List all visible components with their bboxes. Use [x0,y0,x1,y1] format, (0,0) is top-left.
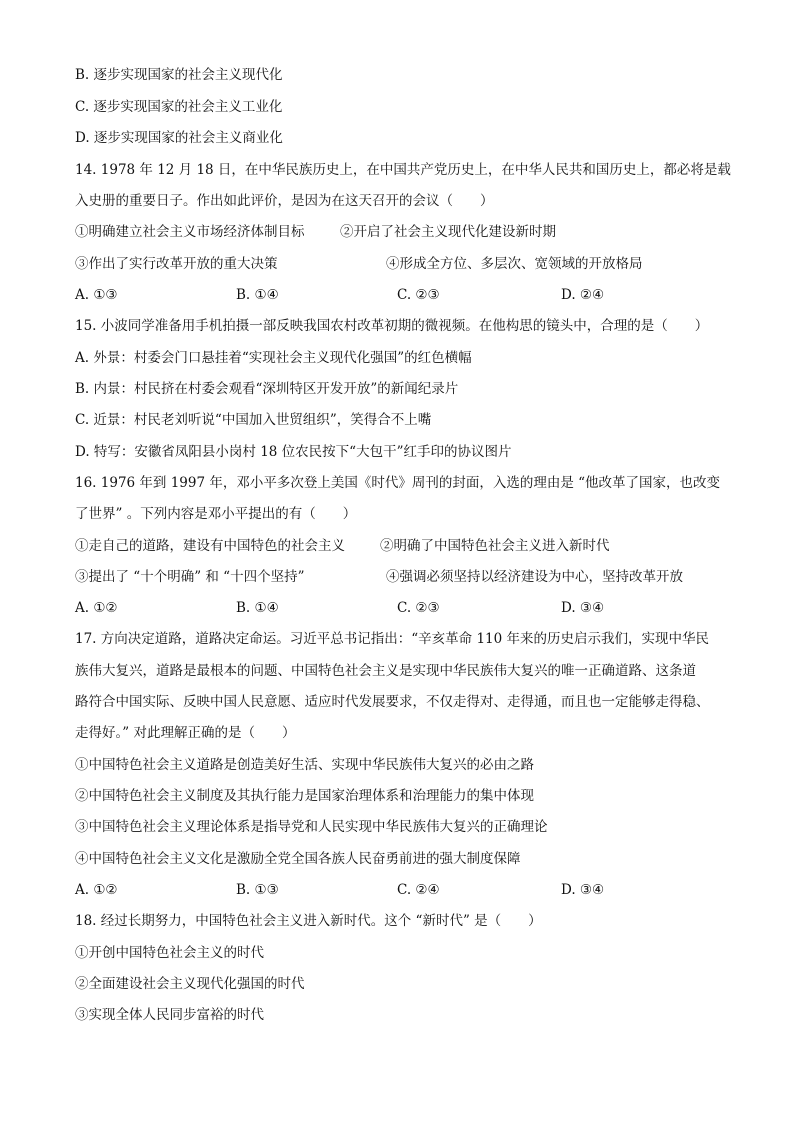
q14-choice-c: C. ②③ [397,287,440,303]
q13-option-c: C. 逐步实现国家的社会主义工业化 [75,99,283,115]
q17-stem-line4: 走得好。” 对此理解正确的是（ ） [75,725,296,741]
q14-choice-a: A. ①③ [75,287,118,303]
q17-stem-line3: 路符合中国实际、反映中国人民意愿、适应时代发展要求，不仅走得对、走得通，而且也一定能够走得稳、 [75,694,710,710]
q16-choice-c: C. ②③ [397,600,440,616]
q16-choice-b: B. ①④ [236,600,279,616]
q15-option-a: A. 外景：村委会门口悬挂着“实现社会主义现代化强国”的红色横幅 [75,350,472,366]
q17-stem-line2: 族伟大复兴，道路是最根本的问题、中国特色社会主义是实现中华民族伟大复兴的唯一正确道路、这条道 [75,663,696,679]
q16-item-2: ②明确了中国特色社会主义进入新时代 [380,538,610,554]
q16-item-4: ④强调必须坚持以经济建设为中心，坚持改革开放 [386,569,683,585]
q17-choice-b: B. ①③ [236,882,279,898]
q16-choice-a: A. ①② [75,600,118,616]
q17-choice-c: C. ②④ [397,882,440,898]
q17-item-3: ③中国特色社会主义理论体系是指导党和人民实现中华民族伟大复兴的正确理论 [75,819,548,835]
q17-item-2: ②中国特色社会主义制度及其执行能力是国家治理体系和治理能力的集中体现 [75,788,534,804]
q15-option-d: D. 特写：安徽省凤阳县小岗村 18 位农民按下“大包干”红手印的协议图片 [75,444,512,460]
q17-stem-line1: 17. 方向决定道路，道路决定命运。习近平总书记指出：“辛亥革命 110 年来的历史启示我们，实现中华民 [75,631,710,647]
q14-item-4: ④形成全方位、多层次、宽领域的开放格局 [386,256,643,272]
q14-item-1: ①明确建立社会主义市场经济体制目标 [75,224,305,240]
q14-item-2: ②开启了社会主义现代化建设新时期 [340,224,556,240]
q18-item-3: ③实现全体人民同步富裕的时代 [75,1007,264,1023]
q14-stem-line2: 入史册的重要日子。作出如此评价，是因为在这天召开的会议（ ） [75,193,494,209]
q15-stem: 15. 小波同学准备用手机拍摄一部反映我国农村改革初期的微视频。在他构思的镜头中，合理的是（ ） [75,318,709,334]
q16-items-row2 [75,567,725,587]
q16-items-row1 [75,536,725,556]
q14-stem-line1: 14. 1978 年 12 月 18 日，在中华民族历史上，在中国共产党历史上，在中华人民共和国历史上，都必将是载 [75,162,731,178]
q18-item-1: ①开创中国特色社会主义的时代 [75,945,264,961]
q13-option-b: B. 逐步实现国家的社会主义现代化 [75,67,283,83]
q17-item-4: ④中国特色社会主义文化是激励全党全国各族人民奋勇前进的强大制度保障 [75,851,521,867]
q17-item-1: ①中国特色社会主义道路是创造美好生活、实现中华民族伟大复兴的必由之路 [75,757,534,773]
q15-option-c: C. 近景：村民老刘听说“中国加入世贸组织”，笑得合不上嘴 [75,412,432,428]
q18-item-2: ②全面建设社会主义现代化强国的时代 [75,976,305,992]
q16-choices [75,598,725,618]
q16-choice-d: D. ③④ [561,600,605,616]
q14-items-row2 [75,254,725,274]
q14-choice-d: D. ②④ [561,287,605,303]
q14-choice-b: B. ①④ [236,287,279,303]
q14-item-3: ③作出了实行改革开放的重大决策 [75,256,278,272]
q13-option-d: D. 逐步实现国家的社会主义商业化 [75,130,283,146]
q14-choices [75,285,725,305]
q17-choice-a: A. ①② [75,882,118,898]
q17-choice-d: D. ③④ [561,882,605,898]
q18-stem: 18. 经过长期努力，中国特色社会主义进入新时代。这个 “新时代” 是（ ） [75,913,542,929]
q16-stem-line2: 了世界” 。下列内容是邓小平提出的有（ ） [75,506,357,522]
q15-option-b: B. 内景：村民挤在村委会观看“深圳特区开发开放”的新闻纪录片 [75,381,459,397]
q16-item-1: ①走自己的道路，建设有中国特色的社会主义 [75,538,345,554]
q16-item-3: ③提出了 “十个明确” 和 “十四个坚持” [75,569,305,585]
q17-choices [75,880,725,900]
q16-stem-line1: 16. 1976 年到 1997 年，邓小平多次登上美国《时代》周刊的封面，入选的理由是 “他改革了国家，也改变 [75,475,721,491]
q14-items-row1 [75,222,725,242]
